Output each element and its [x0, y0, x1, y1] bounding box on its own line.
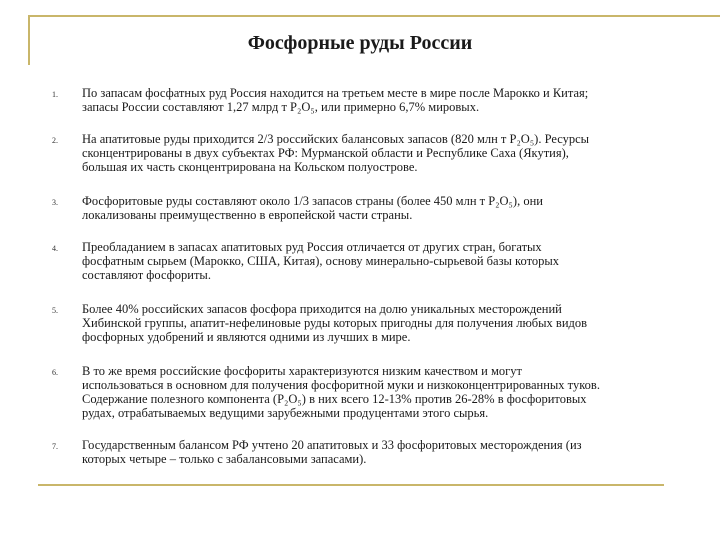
page-title: Фосфорные руды России: [247, 32, 473, 54]
list-item-number: 4.: [52, 244, 58, 253]
list-item-text: По запасам фосфатных руд Россия находится на третьем месте в мире после Марокко и Китая; запасы России составляют 1,27 млрд т P₂O₅, или примерно 6,7% мировых.: [82, 86, 589, 114]
list-item-number: 1.: [52, 90, 58, 99]
list-item-text: Фосфоритовые руды составляют около 1/3 запасов страны (более 450 млн т P₂O₅), они локализованы преимущественно в европейской части страны.: [82, 194, 543, 222]
list-item-number: 6.: [52, 368, 58, 377]
frame-top-line: [28, 15, 720, 17]
list-item-number: 5.: [52, 306, 58, 315]
list-item-number: 2.: [52, 136, 58, 145]
list-item-number: 7.: [52, 442, 58, 451]
list-item-text: На апатитовые руды приходится 2/3 российских балансовых запасов (820 млн т P₂O₅). Ресурсы сконцентрированы в двух субъектах РФ: Мурманской области и Республике Саха (Якутия), большая их часть сконцентрирована на Кольском полуострове.: [82, 132, 590, 174]
list-item-text: В то же время российские фосфориты характеризуются низким качеством и могут использоваться в основном для получения фосфоритной муки и низкоконцентрированных туков. Содержание полезного компонента (P₂O₅) в них всего 12-13% против 26-28% в фосфоритовых рудах, отрабатываемых ведущими зарубежными продуцентами этого сырья.: [82, 364, 600, 420]
list-item-text: Государственным балансом РФ учтено 20 апатитовых и 33 фосфоритовых месторождения (из которых четыре – только с забалансовыми запасами).: [82, 438, 582, 466]
list-item: [52, 86, 672, 114]
list-item: [52, 240, 672, 282]
list-item: [52, 194, 672, 222]
list-item-text: Преобладанием в запасах апатитовых руд Россия отличается от других стран, богатых фосфатным сырьем (Марокко, США, Китая), основу минерально-сырьевой базы которых составляют фосфориты.: [82, 240, 560, 282]
frame-bottom-line: [38, 484, 664, 486]
list-item: [52, 132, 672, 174]
list-item: [52, 364, 672, 420]
list-item-number: 3.: [52, 198, 58, 207]
list-item-text: Более 40% российских запасов фосфора приходится на долю уникальных месторождений Хибинской группы, апатит-нефелиновые руды которых пригодны для получения любых видов фосфорных удобрений и являются одними из лучших в мире.: [82, 302, 588, 344]
list-item: [52, 438, 672, 466]
list-item: [52, 302, 672, 344]
